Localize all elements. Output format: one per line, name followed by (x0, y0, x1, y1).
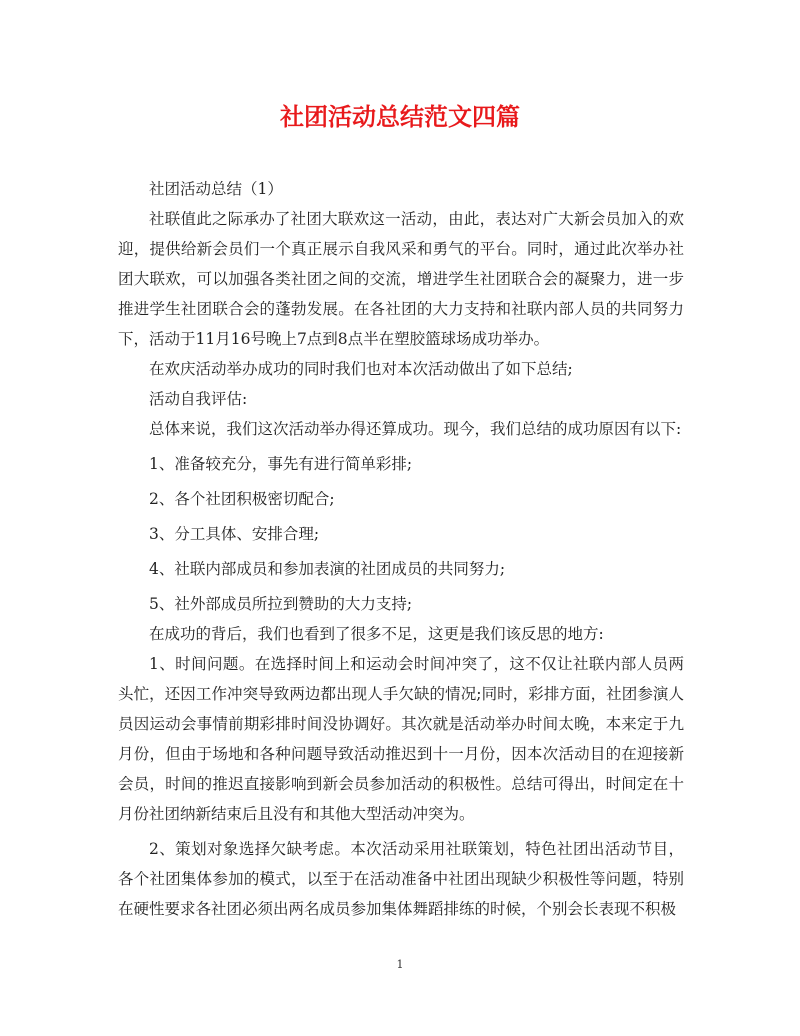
list-item: 4、社联内部成员和参加表演的社团成员的共同努力; (149, 560, 506, 578)
list-item: 2、各个社团积极密切配合; (149, 490, 335, 508)
paragraph: 1、时间问题。在选择时间上和运动会时间冲突了，这不仅让社联内部人员两头忙，还因工作冲突导致两边都出现人手欠缺的情况;同时，彩排方面，社团参演人员因运动会事情前期彩排时间没协调好。其次就是活动举办时间太晚，本来定于九月份，但由于场地和各种问题导致活动推迟到十一月份，因本次活动目的在迎接新会员，时间的推迟直接影响到新会员参加活动的积极性。总结可得出，时间定在十月份社团纳新结束后且没有和其他大型活动冲突为。 (118, 655, 684, 823)
list-item: 3、分工具体、安排合理; (149, 525, 320, 543)
paragraph: 2、策划对象选择欠缺考虑。本次活动采用社联策划，特色社团出活动节目，各个社团集体参加的模式，以至于在活动准备中社团出现缺少积极性等问题，特别在硬性要求各社团必须出两名成员参加集体舞蹈排练的时候，个别会长表现不积极 (118, 840, 684, 918)
document-title: 社团活动总结范文四篇 (280, 102, 520, 131)
list-item: 1、准备较充分，事先有进行简单彩排; (149, 455, 413, 473)
paragraph: 在欢庆活动举办成功的同时我们也对本次活动做出了如下总结; (149, 360, 573, 378)
section-heading: 社团活动总结（1） (149, 180, 283, 198)
paragraph: 社联值此之际承办了社团大联欢这一活动，由此，表达对广大新会员加入的欢迎，提供给新会员们一个真正展示自我风采和勇气的平台。同时，通过此次举办社团大联欢，可以加强各类社团之间的交流，增进学生社团联合会的凝聚力，进一步推进学生社团联合会的蓬勃发展。在各社团的大力支持和社联内部人员的共同努力下，活动于11月16号晚上7点到8点半在塑胶篮球场成功举办。 (118, 210, 684, 348)
page-number: 1 (396, 958, 404, 971)
document-body (118, 174, 684, 924)
list-item: 5、社外部成员所拉到赞助的大力支持; (149, 595, 413, 613)
paragraph: 总体来说，我们这次活动举办得还算成功。现今，我们总结的成功原因有以下: (149, 420, 682, 438)
paragraph: 活动自我评估: (149, 390, 248, 408)
paragraph: 在成功的背后，我们也看到了很多不足，这更是我们该反思的地方: (149, 625, 604, 643)
